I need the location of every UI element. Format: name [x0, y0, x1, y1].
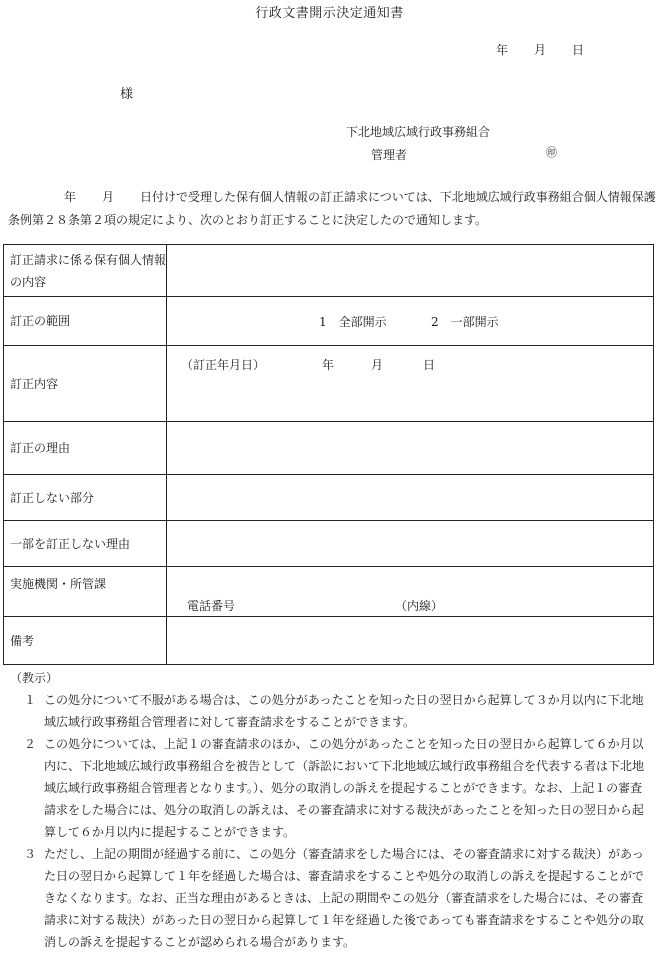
note-text: この処分については、上記１の審査請求のほか、この処分があったことを知った日の翌日から起算して６か月以内に、下北地域広域行政事務組合を被告として（訴訟において下北地域広域行政事務組合を代表する者は下北地域広域行政事務組合管理者となります。）、処分の取消しの訴えを提起することができます。なお、上記１の審査請求をした場合には、処分の取消しの訴えは、その審査請求に対する裁決があったことを知った日の翌日から起算して６か月以内に提起することができます。: [44, 737, 645, 839]
correction-form-table: [3, 244, 654, 665]
correction-date-label: （訂正年月日）: [181, 358, 266, 372]
row-value-department: [167, 567, 654, 617]
row-value-info-content: [167, 245, 654, 297]
intro-text: 日付けで受理した保有個人情報の訂正請求については、下北地域広域行政事務組合個人情報保護条例第２８条第２項の規定により、次のとおり訂正することに決定したので通知します。: [8, 190, 656, 227]
issuer-organization: 下北地域広域行政事務組合: [346, 125, 491, 139]
document-title: 行政文書開示決定通知書: [255, 6, 404, 21]
note-item: [24, 689, 654, 733]
table-row: [4, 567, 654, 617]
table-row: [4, 617, 654, 665]
row-label-info-content: 訂正請求に係る保有個人情報の内容: [4, 245, 167, 297]
table-row: [4, 297, 654, 346]
correction-date-year: 年: [322, 358, 335, 372]
date-month: 月: [534, 43, 547, 57]
intro-year: 年: [64, 190, 77, 204]
scope-option-partial: 2 一部開示: [431, 314, 499, 329]
date-day: 日: [572, 43, 585, 57]
intro-paragraph: [8, 186, 658, 232]
notes-heading: （教示）: [10, 671, 59, 685]
date-year: 年: [496, 43, 509, 57]
row-label-content: 訂正内容: [4, 346, 167, 422]
row-value-scope: [167, 297, 654, 346]
row-label-department: 実施機関・所管課: [4, 567, 167, 617]
note-text: この処分について不服がある場合は、この処分があったことを知った日の翌日から起算して３か月以内に下北地域広域行政事務組合管理者に対して審査請求をすることができます。: [44, 693, 644, 729]
row-label-uncorrected-part: 訂正しない部分: [4, 475, 167, 521]
table-row: [4, 422, 654, 475]
issuer-administrator: 管理者: [371, 148, 408, 162]
note-item: [24, 733, 654, 843]
intro-month: 月: [102, 190, 115, 204]
date-line: [496, 41, 584, 58]
seal-mark: ㊞: [546, 146, 557, 159]
note-text: ただし、上記の期間が経過する前に、この処分（審査請求をした場合には、その審査請求に対する裁決）があった日の翌日から起算して１年を経過した場合は、審査請求をすることや処分の取消しの訴えを提起することができなくなります。なお、正当な理由があるときは、上記の期間やこの処分（審査請求をした場合には、その審査請求に対する裁決）があった日の翌日から起算して１年を経過した後であっても審査請求をすることや処分の取消しの訴えを提起することが認められる場合があります。: [44, 847, 645, 949]
correction-date-month: 月: [371, 358, 384, 372]
note-item: [24, 843, 654, 953]
correction-date: [181, 356, 435, 373]
row-value-reason: [167, 422, 654, 475]
note-number: ２: [24, 737, 37, 751]
row-label-remarks: 備考: [4, 617, 167, 665]
row-label-scope: 訂正の範囲: [4, 297, 167, 346]
addressee-suffix: 様: [120, 87, 134, 102]
row-label-partial-reason: 一部を訂正しない理由: [4, 521, 167, 567]
phone-label: 電話番号: [187, 599, 236, 613]
row-label-reason: 訂正の理由: [4, 422, 167, 475]
table-row: [4, 475, 654, 521]
correction-date-day: 日: [423, 358, 436, 372]
note-number: ３: [24, 847, 37, 861]
table-row: [4, 245, 654, 297]
note-number: １: [24, 693, 37, 707]
row-value-uncorrected-part: [167, 475, 654, 521]
table-row: [4, 346, 654, 422]
row-value-partial-reason: [167, 521, 654, 567]
phone-extension: （内線）: [395, 599, 444, 613]
table-row: [4, 521, 654, 567]
row-value-content: [167, 346, 654, 422]
phone-line: [187, 597, 443, 614]
row-value-remarks: [167, 617, 654, 665]
scope-option-full: 1 全部開示: [319, 314, 387, 329]
